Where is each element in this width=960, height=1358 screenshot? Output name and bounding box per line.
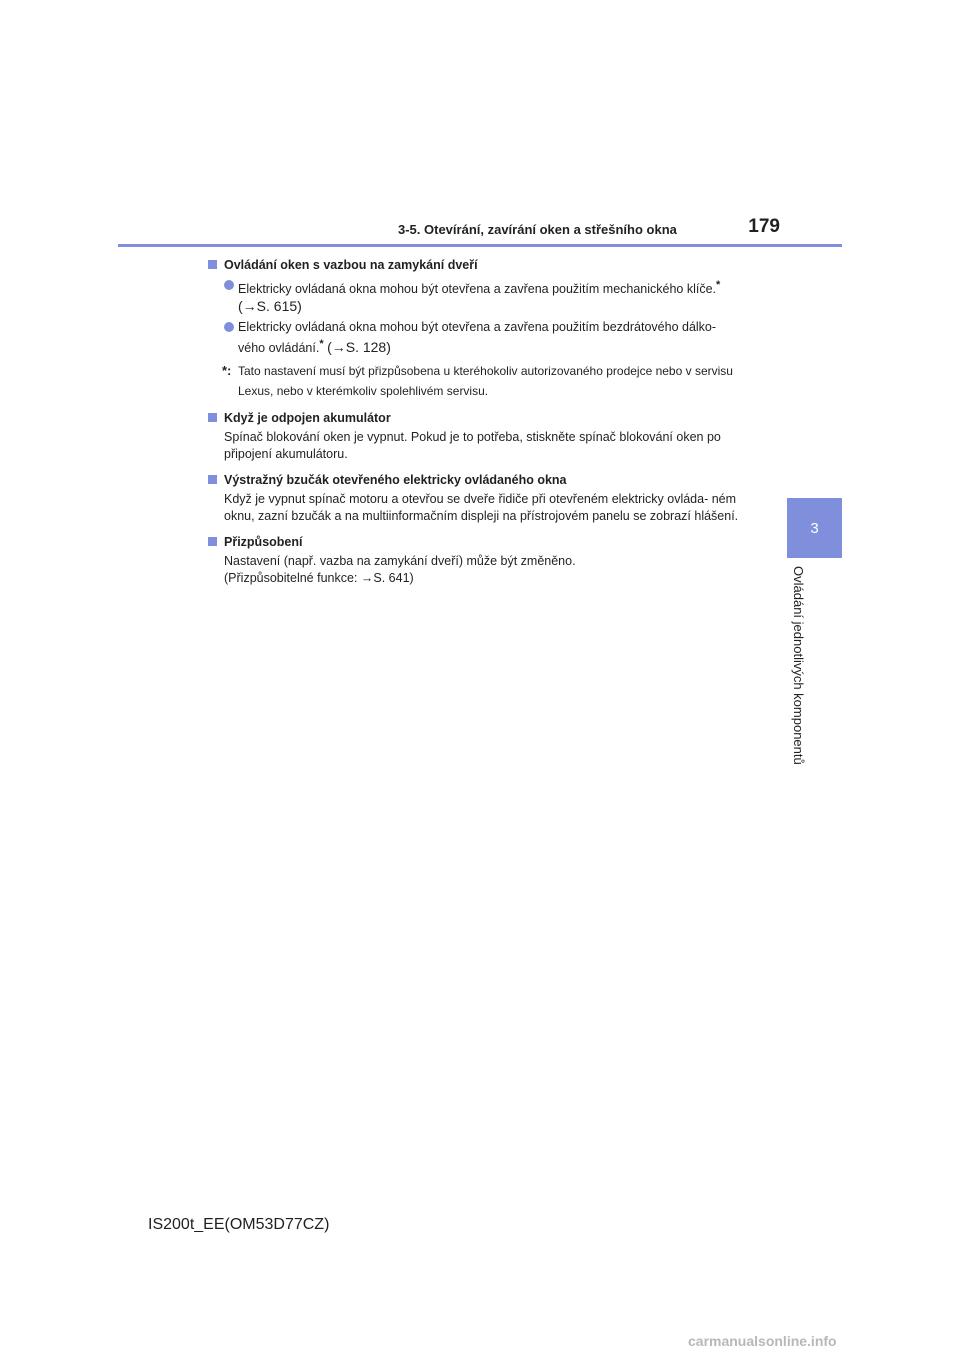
- watermark: carmanualsonline.info: [688, 1333, 837, 1349]
- chapter-number: 3: [810, 519, 819, 537]
- section-door-lock-windows: [208, 256, 758, 401]
- footnote-text: Tato nastavení musí být přizpůsobena u kteréhokoliv autorizovaného prodejce nebo v servisu Lexus, nebo v kterémkoliv spolehlivém servisu.: [238, 364, 733, 399]
- footnote-asterisk: *: [716, 279, 721, 291]
- bullet-text: Elektricky ovládaná okna mohou být otevřena a zavřena použitím mechanického klíče.: [238, 282, 717, 297]
- section-customization: [208, 533, 758, 587]
- circle-bullet-icon: [224, 280, 234, 290]
- heading-text: Přizpůsobení: [224, 535, 303, 550]
- chapter-tab[interactable]: [787, 498, 842, 558]
- heading-text: Ovládání oken s vazbou na zamykání dveří: [224, 258, 478, 272]
- chapter-title: Ovládání jednotlivých komponentů: [791, 566, 806, 765]
- square-bullet-icon: [208, 413, 217, 422]
- bullet-text-line2: vého ovládání.: [238, 341, 320, 356]
- body-line1: Nastavení (např. vazba na zamykání dveří) může být změněno.: [224, 554, 576, 569]
- footnote-marker: *:: [222, 363, 232, 379]
- page-number: 179: [748, 216, 780, 237]
- heading-text: Když je odpojen akumulátor: [224, 411, 391, 426]
- section-heading: [208, 409, 758, 427]
- section-body: Spínač blokování oken je vypnut. Pokud je to potřeba, stiskněte spínač blokování oken po připojení akumulátoru.: [224, 430, 721, 462]
- heading-text: Výstražný bzučák otevřeného elektricky ovládaného okna: [224, 473, 567, 488]
- list-item: [208, 319, 758, 357]
- circle-bullet-icon: [224, 322, 234, 332]
- header-divider: [118, 244, 842, 247]
- section-heading: [208, 256, 758, 274]
- section-heading: [208, 471, 758, 489]
- footnote-asterisk: *: [319, 338, 324, 351]
- section-body: Když je vypnut spínač motoru a otevřou se dveře řidiče při otevřeném elektricky ovláda- ném oknu, zazní bzučák a na multiinformačním displeji na přístrojovém panelu se zobrazí hlášení.: [224, 492, 739, 524]
- square-bullet-icon: [208, 260, 217, 269]
- main-content: [208, 256, 758, 595]
- page-reference-link[interactable]: (→S. 615): [238, 298, 302, 315]
- section-warning-buzzer: [208, 471, 758, 525]
- document-code: IS200t_EE(OM53D77CZ): [148, 1216, 330, 1233]
- footnote: [208, 361, 758, 401]
- list-item: [208, 277, 758, 316]
- page-reference-link[interactable]: (→S. 128): [327, 339, 391, 356]
- square-bullet-icon: [208, 475, 217, 484]
- section-body: [208, 553, 758, 587]
- section-battery-disconnected: [208, 409, 758, 463]
- section-title: 3-5. Otevírání, zavírání oken a střešního okna: [398, 222, 677, 237]
- square-bullet-icon: [208, 537, 217, 546]
- bullet-text-line1: Elektricky ovládaná okna mohou být otevřena a zavřena použitím bezdrátového dálko-: [238, 320, 717, 335]
- page-reference-link[interactable]: (Přizpůsobitelné funkce: →S. 641): [224, 571, 414, 586]
- section-heading: [208, 533, 758, 551]
